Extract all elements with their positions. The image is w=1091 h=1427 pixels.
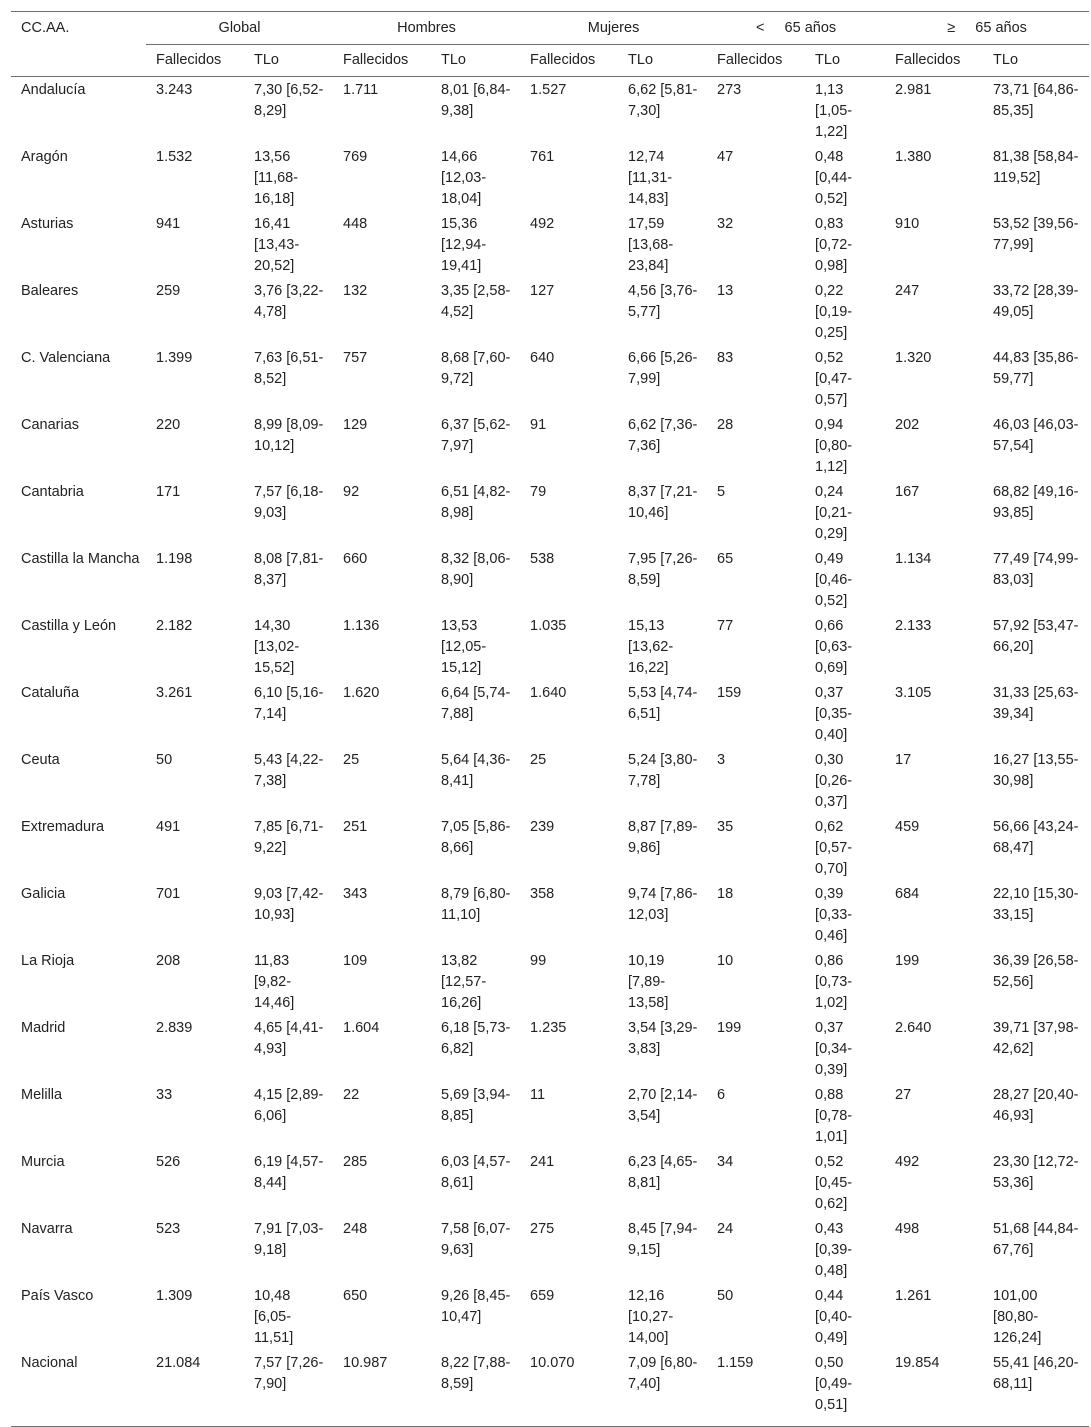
fallecidos-cell: 24 — [717, 1220, 734, 1237]
fallecidos-cell: 25 — [343, 751, 360, 768]
fallecidos-cell: 659 — [530, 1287, 555, 1304]
fallecidos-cell: 10.987 — [333, 1350, 431, 1427]
tlo-cell: 36,39 [26,58-52,56] — [993, 952, 1079, 990]
sub-header-row — [11, 45, 1089, 76]
sub-header-blank — [11, 45, 146, 76]
fallecidos-cell: 910 — [895, 215, 920, 232]
sub-header-fallecidos: Fallecidos — [707, 45, 805, 76]
fallecidos-cell: 239 — [530, 818, 555, 835]
tlo-cell: 6,66 [5,26-7,99] — [628, 349, 698, 387]
tlo-cell: 7,05 [5,86-8,66] — [441, 818, 511, 856]
region-cell: Cantabria — [21, 483, 84, 500]
tlo-cell: 14,66 [12,03-18,04] — [441, 148, 487, 207]
tlo-cell: 5,43 [4,22-7,38] — [254, 751, 324, 789]
sub-header-tlo: TLo — [244, 45, 333, 76]
tlo-cell: 0,48 [0,44-0,52] — [815, 148, 853, 207]
tlo-cell: 0,62 [0,57-0,70] — [815, 818, 853, 877]
region-cell: Castilla la Mancha — [21, 550, 140, 567]
fallecidos-cell: 220 — [156, 416, 181, 433]
tlo-cell: 101,00 [80,80-126,24] — [993, 1287, 1042, 1346]
tlo-cell: 81,38 [58,84-119,52] — [993, 148, 1079, 186]
fallecidos-cell: 1.711 — [343, 81, 379, 98]
fallecidos-cell: 17 — [895, 751, 912, 768]
sub-header-tlo: TLo — [983, 45, 1089, 76]
fallecidos-cell: 459 — [895, 818, 920, 835]
fallecidos-cell: 769 — [343, 148, 368, 165]
fallecidos-cell: 3 — [717, 751, 726, 768]
fallecidos-cell: 1.035 — [530, 617, 567, 634]
table-row — [11, 881, 1089, 948]
table-row — [11, 345, 1089, 412]
fallecidos-cell: 492 — [895, 1153, 920, 1170]
region-cell: Galicia — [21, 885, 66, 902]
fallecidos-cell: 491 — [156, 818, 181, 835]
fallecidos-cell: 1.640 — [530, 684, 567, 701]
fallecidos-cell: 259 — [156, 282, 181, 299]
tlo-cell: 73,71 [64,86-85,35] — [993, 81, 1079, 119]
fallecidos-cell: 1.399 — [156, 349, 193, 366]
tlo-cell: 7,57 [7,26-7,90] — [244, 1350, 333, 1427]
tlo-cell: 5,53 [4,74-6,51] — [628, 684, 698, 722]
table-row — [11, 211, 1089, 278]
tlo-cell: 5,64 [4,36-8,41] — [441, 751, 511, 789]
region-cell: Andalucía — [21, 81, 86, 98]
fallecidos-cell: 25 — [530, 751, 547, 768]
tlo-cell: 6,62 [7,36-7,36] — [628, 416, 698, 454]
tlo-cell: 7,09 [6,80-7,40] — [618, 1350, 707, 1427]
fallecidos-cell: 127 — [530, 282, 555, 299]
fallecidos-cell: 1.136 — [343, 617, 380, 634]
tlo-cell: 14,30 [13,02-15,52] — [254, 617, 300, 676]
tlo-cell: 0,30 [0,26-0,37] — [815, 751, 853, 810]
tlo-cell: 7,58 [6,07-9,63] — [441, 1220, 511, 1258]
table-row — [11, 1216, 1089, 1283]
fallecidos-cell: 11 — [530, 1086, 546, 1103]
region-cell: Murcia — [21, 1153, 65, 1170]
tlo-cell: 10,48 [6,05-11,51] — [254, 1287, 294, 1346]
tlo-cell: 9,74 [7,86-12,03] — [628, 885, 698, 923]
sub-header-fallecidos: Fallecidos — [333, 45, 431, 76]
fallecidos-cell: 3.243 — [156, 81, 193, 98]
tlo-cell: 7,91 [7,03-9,18] — [254, 1220, 324, 1258]
tlo-cell: 12,74 [11,31-14,83] — [628, 148, 673, 207]
tlo-cell: 5,69 [3,94-8,85] — [441, 1086, 511, 1124]
tlo-cell: 3,54 [3,29-3,83] — [628, 1019, 698, 1057]
fallecidos-cell: 358 — [530, 885, 555, 902]
tlo-cell: 56,66 [43,24-68,47] — [993, 818, 1079, 856]
tlo-cell: 6,03 [4,57-8,61] — [441, 1153, 511, 1191]
group-header-mujeres: Mujeres — [520, 12, 707, 46]
region-cell: Melilla — [21, 1086, 63, 1103]
fallecidos-cell: 941 — [156, 215, 181, 232]
fallecidos-cell: 1.159 — [707, 1350, 805, 1427]
fallecidos-cell: 77 — [717, 617, 734, 634]
tlo-cell: 68,82 [49,16-93,85] — [993, 483, 1079, 521]
tlo-cell: 16,41 [13,43-20,52] — [254, 215, 300, 274]
region-cell: Extremadura — [21, 818, 105, 835]
tlo-cell: 23,30 [12,72-53,36] — [993, 1153, 1079, 1191]
tlo-cell: 7,63 [6,51-8,52] — [254, 349, 324, 387]
tlo-cell: 53,52 [39,56-77,99] — [993, 215, 1079, 253]
tlo-cell: 3,35 [2,58-4,52] — [441, 282, 511, 320]
table-row — [11, 747, 1089, 814]
fallecidos-cell: 285 — [343, 1153, 368, 1170]
tlo-cell: 6,19 [4,57-8,44] — [254, 1153, 324, 1191]
tlo-cell: 6,64 [5,74-7,88] — [441, 684, 511, 722]
fallecidos-cell: 538 — [530, 550, 555, 567]
region-cell: Asturias — [21, 215, 74, 232]
region-cell: Cataluña — [21, 684, 80, 701]
fallecidos-cell: 33 — [156, 1086, 173, 1103]
tlo-cell: 9,26 [8,45-10,47] — [441, 1287, 511, 1325]
fallecidos-cell: 1.134 — [895, 550, 932, 567]
tlo-cell: 7,85 [6,71-9,22] — [254, 818, 324, 856]
tlo-cell: 1,13 [1,05-1,22] — [815, 81, 853, 140]
tlo-cell: 0,43 [0,39-0,48] — [815, 1220, 853, 1279]
table-row — [11, 1082, 1089, 1149]
fallecidos-cell: 273 — [717, 81, 742, 98]
fallecidos-cell: 28 — [717, 416, 734, 433]
fallecidos-cell: 199 — [895, 952, 920, 969]
tlo-cell: 3,76 [3,22-4,78] — [254, 282, 324, 320]
tlo-cell: 0,22 [0,19-0,25] — [815, 282, 853, 341]
table-row — [11, 1283, 1089, 1350]
fallecidos-cell: 13 — [717, 282, 734, 299]
fallecidos-cell: 202 — [895, 416, 920, 433]
tlo-cell: 8,32 [8,06-8,90] — [441, 550, 511, 588]
fallecidos-cell: 343 — [343, 885, 368, 902]
tlo-cell: 4,15 [2,89-6,06] — [254, 1086, 324, 1124]
tlo-cell: 33,72 [28,39-49,05] — [993, 282, 1079, 320]
tlo-cell: 15,36 [12,94-19,41] — [441, 215, 487, 274]
tlo-cell: 44,83 [35,86-59,77] — [993, 349, 1079, 387]
fallecidos-cell: 171 — [156, 483, 181, 500]
tlo-cell: 0,37 [0,35-0,40] — [815, 684, 853, 743]
tlo-cell: 2,70 [2,14-3,54] — [628, 1086, 698, 1124]
fallecidos-cell: 22 — [343, 1086, 360, 1103]
group-header-hombres: Hombres — [333, 12, 520, 46]
region-cell: Castilla y León — [21, 617, 117, 634]
tlo-cell: 39,71 [37,98-42,62] — [993, 1019, 1079, 1057]
fallecidos-cell: 660 — [343, 550, 368, 567]
fallecidos-cell: 109 — [343, 952, 368, 969]
table-row — [11, 412, 1089, 479]
region-cell: C. Valenciana — [21, 349, 111, 366]
tlo-cell: 13,56 [11,68-16,18] — [254, 148, 299, 207]
mortality-table — [11, 11, 1089, 1427]
tlo-cell: 0,44 [0,40-0,49] — [815, 1287, 853, 1346]
tlo-cell: 8,45 [7,94-9,15] — [628, 1220, 698, 1258]
tlo-cell: 8,01 [6,84-9,38] — [441, 81, 511, 119]
fallecidos-cell: 701 — [156, 885, 181, 902]
fallecidos-cell: 1.604 — [343, 1019, 380, 1036]
fallecidos-cell: 91 — [530, 416, 547, 433]
fallecidos-cell: 208 — [156, 952, 181, 969]
tlo-cell: 0,52 [0,45-0,62] — [815, 1153, 853, 1212]
region-cell: Ceuta — [21, 751, 60, 768]
fallecidos-cell: 10 — [717, 952, 734, 969]
fallecidos-cell: 1.532 — [156, 148, 193, 165]
fallecidos-cell: 1.527 — [530, 81, 567, 98]
tlo-cell: 0,49 [0,46-0,52] — [815, 550, 853, 609]
table-row — [11, 144, 1089, 211]
tlo-cell: 6,18 [5,73-6,82] — [441, 1019, 511, 1057]
table-row — [11, 1149, 1089, 1216]
fallecidos-cell: 6 — [717, 1086, 726, 1103]
tlo-cell: 51,68 [44,84-67,76] — [993, 1220, 1079, 1258]
tlo-cell: 28,27 [20,40-46,93] — [993, 1086, 1079, 1124]
table-row — [11, 76, 1089, 144]
fallecidos-cell: 92 — [343, 483, 360, 500]
fallecidos-cell: 47 — [717, 148, 734, 165]
tlo-cell: 0,86 [0,73-1,02] — [815, 952, 853, 1011]
fallecidos-cell: 35 — [717, 818, 734, 835]
fallecidos-cell: 241 — [530, 1153, 555, 1170]
table-row — [11, 613, 1089, 680]
tlo-cell: 17,59 [13,68-23,84] — [628, 215, 674, 274]
fallecidos-cell: 65 — [717, 550, 734, 567]
fallecidos-cell: 32 — [717, 215, 734, 232]
fallecidos-cell: 1.620 — [343, 684, 380, 701]
fallecidos-cell: 498 — [895, 1220, 920, 1237]
fallecidos-cell: 83 — [717, 349, 734, 366]
sub-header-fallecidos: Fallecidos — [146, 45, 244, 76]
tlo-cell: 8,08 [7,81-8,37] — [254, 550, 324, 588]
tlo-cell: 0,24 [0,21-0,29] — [815, 483, 853, 542]
table-row — [11, 479, 1089, 546]
tlo-cell: 4,56 [3,76-5,77] — [628, 282, 698, 320]
tlo-cell: 8,87 [7,89-9,86] — [628, 818, 698, 856]
fallecidos-cell: 526 — [156, 1153, 181, 1170]
fallecidos-cell: 27 — [895, 1086, 912, 1103]
fallecidos-cell: 132 — [343, 282, 368, 299]
tlo-cell: 6,37 [5,62-7,97] — [441, 416, 511, 454]
fallecidos-cell: 19.854 — [885, 1350, 983, 1427]
group-header-over-65: ≥ 65 años — [885, 12, 1089, 46]
fallecidos-cell: 248 — [343, 1220, 368, 1237]
table-row — [11, 680, 1089, 747]
fallecidos-cell: 251 — [343, 818, 368, 835]
fallecidos-cell: 159 — [717, 684, 742, 701]
tlo-cell: 0,88 [0,78-1,01] — [815, 1086, 853, 1145]
tlo-cell: 10,19 [7,89-13,58] — [628, 952, 669, 1011]
sub-header-tlo: TLo — [431, 45, 520, 76]
table-row — [11, 948, 1089, 1015]
table-row — [11, 1015, 1089, 1082]
fallecidos-cell: 2.640 — [895, 1019, 932, 1036]
fallecidos-cell: 1.320 — [895, 349, 932, 366]
region-cell: La Rioja — [21, 952, 75, 969]
fallecidos-cell: 640 — [530, 349, 555, 366]
tlo-cell: 6,10 [5,16-7,14] — [254, 684, 324, 722]
region-cell: Canarias — [21, 416, 80, 433]
fallecidos-cell: 34 — [717, 1153, 734, 1170]
data-table-container — [11, 11, 1079, 1427]
tlo-cell: 13,53 [12,05-15,12] — [441, 617, 487, 676]
fallecidos-cell: 1.380 — [895, 148, 932, 165]
fallecidos-cell: 3.261 — [156, 684, 193, 701]
region-cell: País Vasco — [21, 1287, 94, 1304]
fallecidos-cell: 448 — [343, 215, 368, 232]
tlo-cell: 0,37 [0,34-0,39] — [815, 1019, 853, 1078]
tlo-cell: 7,95 [7,26-8,59] — [628, 550, 698, 588]
tlo-cell: 8,22 [7,88-8,59] — [431, 1350, 520, 1427]
fallecidos-cell: 2.182 — [156, 617, 193, 634]
sub-header-fallecidos: Fallecidos — [520, 45, 618, 76]
region-cell: Madrid — [21, 1019, 66, 1036]
tlo-cell: 0,94 [0,80-1,12] — [815, 416, 853, 475]
tlo-cell: 0,83 [0,72-0,98] — [815, 215, 853, 274]
tlo-cell: 0,39 [0,33-0,46] — [815, 885, 853, 944]
tlo-cell: 4,65 [4,41-4,93] — [254, 1019, 324, 1057]
fallecidos-cell: 199 — [717, 1019, 742, 1036]
fallecidos-cell: 1.235 — [530, 1019, 567, 1036]
group-header-under-65: < 65 años — [707, 12, 885, 46]
tlo-cell: 7,57 [6,18-9,03] — [254, 483, 324, 521]
corner-header: CC.AA. — [11, 12, 146, 46]
fallecidos-cell: 757 — [343, 349, 368, 366]
fallecidos-cell: 492 — [530, 215, 555, 232]
sub-header-tlo: TLo — [618, 45, 707, 76]
table-body — [11, 76, 1089, 1426]
tlo-cell: 15,13 [13,62-16,22] — [628, 617, 674, 676]
tlo-cell: 12,16 [10,27-14,00] — [628, 1287, 674, 1346]
fallecidos-cell: 79 — [530, 483, 547, 500]
tlo-cell: 7,30 [6,52-8,29] — [254, 81, 324, 119]
tlo-cell: 8,37 [7,21-10,46] — [628, 483, 698, 521]
tlo-cell: 8,79 [6,80-11,10] — [441, 885, 511, 923]
fallecidos-cell: 18 — [717, 885, 734, 902]
table-row — [11, 546, 1089, 613]
sub-header-tlo: TLo — [805, 45, 885, 76]
fallecidos-cell: 1.309 — [156, 1287, 193, 1304]
tlo-cell: 13,82 [12,57-16,26] — [441, 952, 487, 1011]
table-row — [11, 278, 1089, 345]
fallecidos-cell: 5 — [717, 483, 726, 500]
tlo-cell: 55,41 [46,20-68,11] — [983, 1350, 1089, 1427]
fallecidos-cell: 167 — [895, 483, 920, 500]
region-cell: Navarra — [21, 1220, 73, 1237]
table-row — [11, 1350, 1089, 1427]
fallecidos-cell: 275 — [530, 1220, 555, 1237]
tlo-cell: 77,49 [74,99-83,03] — [993, 550, 1079, 588]
tlo-cell: 22,10 [15,30-33,15] — [993, 885, 1079, 923]
tlo-cell: 11,83 [9,82-14,46] — [254, 952, 295, 1011]
fallecidos-cell: 99 — [530, 952, 547, 969]
tlo-cell: 9,03 [7,42-10,93] — [254, 885, 324, 923]
tlo-cell: 8,68 [7,60-9,72] — [441, 349, 511, 387]
fallecidos-cell: 2.133 — [895, 617, 932, 634]
tlo-cell: 57,92 [53,47-66,20] — [993, 617, 1079, 655]
fallecidos-cell: 50 — [717, 1287, 734, 1304]
tlo-cell: 46,03 [46,03-57,54] — [993, 416, 1079, 454]
fallecidos-cell: 10.070 — [520, 1350, 618, 1427]
tlo-cell: 5,24 [3,80-7,78] — [628, 751, 698, 789]
tlo-cell: 6,23 [4,65-8,81] — [628, 1153, 698, 1191]
table-row — [11, 814, 1089, 881]
fallecidos-cell: 684 — [895, 885, 920, 902]
tlo-cell: 6,62 [5,81-7,30] — [628, 81, 698, 119]
fallecidos-cell: 1.198 — [156, 550, 193, 567]
tlo-cell: 16,27 [13,55-30,98] — [993, 751, 1079, 789]
region-cell: Aragón — [21, 148, 68, 165]
region-cell: Baleares — [21, 282, 79, 299]
sub-header-fallecidos: Fallecidos — [885, 45, 983, 76]
tlo-cell: 6,51 [4,82-8,98] — [441, 483, 511, 521]
fallecidos-cell: 129 — [343, 416, 368, 433]
fallecidos-cell: 2.981 — [895, 81, 932, 98]
fallecidos-cell: 1.261 — [895, 1287, 932, 1304]
group-header-global: Global — [146, 12, 333, 46]
tlo-cell: 0,50 [0,49-0,51] — [805, 1350, 885, 1427]
fallecidos-cell: 650 — [343, 1287, 368, 1304]
fallecidos-cell: 523 — [156, 1220, 181, 1237]
tlo-cell: 0,66 [0,63-0,69] — [815, 617, 853, 676]
fallecidos-cell: 21.084 — [146, 1350, 244, 1427]
region-cell: Nacional — [11, 1350, 146, 1427]
fallecidos-cell: 761 — [530, 148, 555, 165]
tlo-cell: 31,33 [25,63-39,34] — [993, 684, 1079, 722]
fallecidos-cell: 2.839 — [156, 1019, 193, 1036]
tlo-cell: 8,99 [8,09-10,12] — [254, 416, 324, 454]
fallecidos-cell: 247 — [895, 282, 920, 299]
tlo-cell: 0,52 [0,47-0,57] — [815, 349, 853, 408]
fallecidos-cell: 50 — [156, 751, 173, 768]
group-header-row — [11, 12, 1089, 46]
fallecidos-cell: 3.105 — [895, 684, 932, 701]
